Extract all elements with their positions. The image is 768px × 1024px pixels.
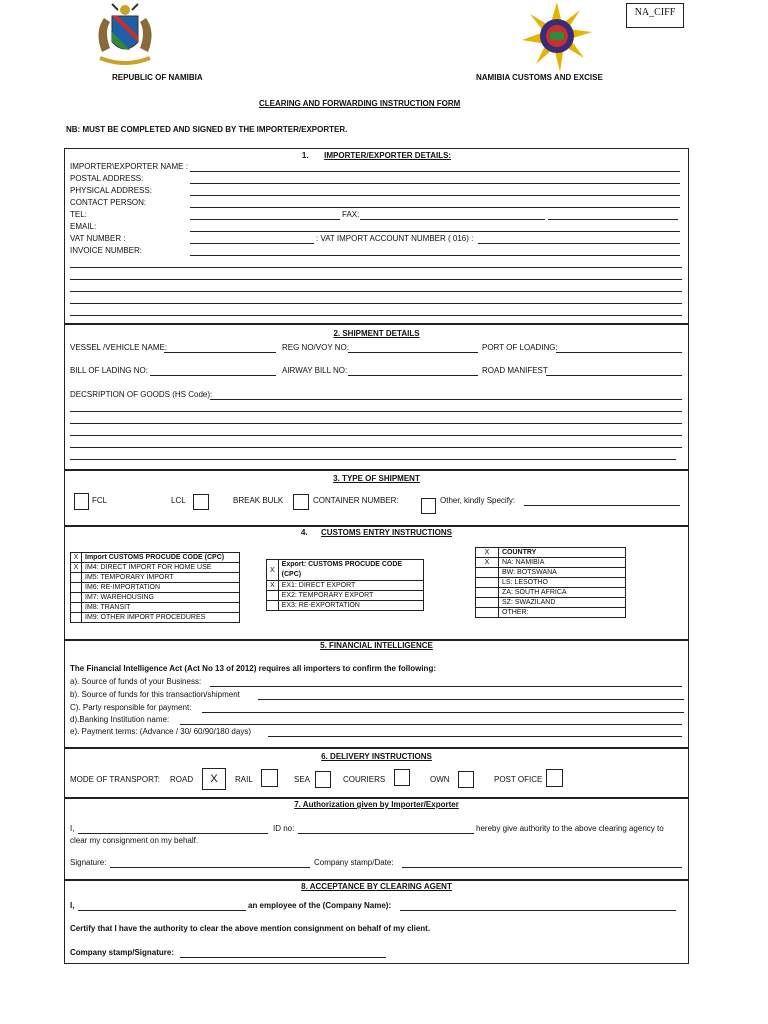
- port-of-loading-field[interactable]: [556, 352, 682, 353]
- sea-label: SEA: [294, 775, 311, 784]
- importer-notes-line-4[interactable]: [70, 303, 682, 304]
- country-other-label: OTHER:: [499, 608, 626, 618]
- company-stamp-date-label: Company stamp/Date:: [314, 858, 394, 867]
- party-responsible-field[interactable]: [202, 712, 684, 713]
- bill-of-lading-field[interactable]: [150, 375, 276, 376]
- fcl-label: FCL: [92, 496, 108, 505]
- section3-title: 3. TYPE OF SHIPMENT: [333, 474, 420, 483]
- road-label: ROAD: [170, 775, 194, 784]
- section5-title: 5. FINANCIAL INTELLIGENCE: [320, 641, 433, 650]
- im5-mark[interactable]: [71, 573, 82, 583]
- sea-checkbox[interactable]: [315, 771, 331, 788]
- airway-bill-label: AIRWAY BILL NO:: [282, 366, 348, 375]
- import-cpc-table: [70, 552, 240, 623]
- table-row: [476, 548, 626, 558]
- country-sz-mark[interactable]: [476, 598, 499, 608]
- fcl-checkbox[interactable]: [74, 493, 89, 510]
- ex1-mark[interactable]: X: [267, 581, 279, 591]
- other-specify-label: Other, kindly Specify:: [440, 496, 516, 505]
- im8-label: IM8: TRANSIT: [82, 603, 240, 613]
- contact-person-field[interactable]: [190, 207, 680, 208]
- form-code-box: NA_CIFF: [626, 3, 684, 28]
- table-row: [267, 601, 424, 611]
- importer-notes-line-3[interactable]: [70, 291, 682, 292]
- ex1-label: EX1: DIRECT EXPORT: [278, 581, 423, 591]
- customs-and-excise-emblem: [522, 2, 592, 72]
- postal-address-field[interactable]: [190, 183, 680, 184]
- physical-address-field[interactable]: [190, 195, 680, 196]
- other-specify-field[interactable]: [524, 505, 680, 506]
- section2-title: 2. SHIPMENT DETAILS: [333, 329, 420, 338]
- goods-line-2[interactable]: [70, 423, 682, 424]
- road-checkbox[interactable]: X: [202, 768, 226, 790]
- im7-label: IM7: WAREHOUSING: [82, 593, 240, 603]
- source-of-funds-transaction-label: b). Source of funds for this transaction/shipment: [70, 690, 240, 699]
- couriers-checkbox[interactable]: [394, 769, 410, 786]
- country-bw-label: BW: BOTSWANA: [499, 568, 626, 578]
- container-number-label: CONTAINER NUMBER:: [313, 496, 399, 505]
- table-row: [476, 608, 626, 618]
- road-manifest-label: ROAD MANIFEST: [482, 366, 548, 375]
- namibia-coat-of-arms-logo: [90, 2, 160, 68]
- vessel-name-label: VESSEL /VEHICLE NAME:: [70, 343, 168, 352]
- importer-name-label: IMPORTER\EXPORTER NAME :: [70, 162, 188, 171]
- lcl-checkbox[interactable]: [193, 494, 209, 510]
- rail-checkbox[interactable]: [261, 769, 278, 787]
- country-sz-label: SZ: SWAZILAND: [499, 598, 626, 608]
- fax-field[interactable]: [360, 219, 545, 220]
- signature-label: Signature:: [70, 858, 107, 867]
- table-row: [267, 591, 424, 601]
- financial-intelligence-intro: The Financial Intelligence Act (Act No 13 of 2012) requires all importers to confirm the following:: [70, 664, 436, 673]
- country-bw-mark[interactable]: [476, 568, 499, 578]
- email-label: EMAIL:: [70, 222, 97, 231]
- reg-voy-label: REG NO/VOY NO:: [282, 343, 349, 352]
- table-row: [476, 568, 626, 578]
- ex2-label: EX2: TEMPORARY EXPORT: [278, 591, 423, 601]
- agent-name-field[interactable]: [78, 910, 246, 911]
- bill-of-lading-label: BILL OF LADING NO:: [70, 366, 148, 375]
- mode-of-transport-label: MODE OF TRANSPORT:: [70, 775, 160, 784]
- completion-note: NB: MUST BE COMPLETED AND SIGNED BY THE IMPORTER/EXPORTER.: [66, 125, 348, 134]
- table-row: [476, 578, 626, 588]
- fax-label: FAX:: [342, 210, 360, 219]
- ex3-label: EX3: RE-EXPORTATION: [278, 601, 423, 611]
- post-office-checkbox[interactable]: [546, 769, 563, 787]
- couriers-label: COURIERS: [343, 775, 386, 784]
- other-checkbox[interactable]: [421, 498, 436, 514]
- tel-field[interactable]: [190, 219, 340, 220]
- source-of-funds-business-field[interactable]: [210, 686, 682, 687]
- im4-label: IM4: DIRECT IMPORT FOR HOME USE: [82, 563, 240, 573]
- country-table: [475, 547, 626, 618]
- reg-voy-field[interactable]: [348, 352, 478, 353]
- ex2-mark[interactable]: [267, 591, 279, 601]
- export-cpc-header: Export: CUSTOMS PROCUDE CODE (CPC): [278, 560, 423, 581]
- payment-terms-field[interactable]: [268, 736, 682, 737]
- table-row: [476, 588, 626, 598]
- importer-notes-line-5[interactable]: [70, 315, 682, 316]
- table-row: [71, 553, 240, 563]
- goods-description-label: DECSRIPTION OF GOODS (HS Code):: [70, 390, 213, 399]
- post-office-label: POST OFICE: [494, 775, 543, 784]
- goods-line-4[interactable]: [70, 447, 682, 448]
- table-row: [71, 583, 240, 593]
- rail-label: RAIL: [235, 775, 253, 784]
- country-header: COUNTRY: [499, 548, 626, 558]
- im6-mark[interactable]: [71, 583, 82, 593]
- export-cpc-table: [266, 559, 424, 611]
- section4-number: 4.: [301, 528, 308, 537]
- im6-label: IM6: RE-IMPORTATION: [82, 583, 240, 593]
- email-field[interactable]: [190, 231, 680, 232]
- table-row: [476, 598, 626, 608]
- vat-number-label: VAT NUMBER :: [70, 234, 126, 243]
- certify-statement: Certify that I have the authority to clear the above mention consignment on behalf of my client.: [70, 924, 431, 933]
- employee-of-company-label: an employee of the (Company Name):: [248, 901, 392, 910]
- import-cpc-header-mark[interactable]: X: [71, 553, 82, 563]
- table-row: [267, 581, 424, 591]
- id-no-field[interactable]: [298, 833, 474, 834]
- section1-header: [64, 151, 689, 161]
- company-stamp-date-field[interactable]: [402, 867, 682, 868]
- authority-text-line2: clear my consignment on my behalf.: [70, 836, 199, 845]
- im9-label: IM9: OTHER IMPORT PROCEDURES: [82, 613, 240, 623]
- authorization-name-field[interactable]: [78, 833, 268, 834]
- table-row: [476, 558, 626, 568]
- section7-title: 7. Authorization given by Importer/Exporter: [294, 800, 459, 809]
- goods-line-3[interactable]: [70, 435, 682, 436]
- importer-notes-line-1[interactable]: [70, 267, 682, 268]
- vat-import-account-field[interactable]: [478, 243, 680, 244]
- country-other-mark[interactable]: [476, 608, 499, 618]
- party-responsible-label: C). Party responsible for payment:: [70, 703, 192, 712]
- country-za-label: ZA: SOUTH AFRICA: [499, 588, 626, 598]
- im8-mark[interactable]: [71, 603, 82, 613]
- table-row: [71, 563, 240, 573]
- table-row: [71, 603, 240, 613]
- break-bulk-checkbox[interactable]: [293, 494, 309, 510]
- company-name-field[interactable]: [400, 910, 676, 911]
- physical-address-label: PHYSICAL ADDRESS:: [70, 186, 152, 195]
- im7-mark[interactable]: [71, 593, 82, 603]
- road-manifest-field[interactable]: [546, 375, 682, 376]
- country-ls-mark[interactable]: [476, 578, 499, 588]
- import-cpc-header: Import CUSTOMS PROCUDE CODE (CPC): [82, 553, 240, 563]
- goods-line-1[interactable]: [70, 411, 682, 412]
- vessel-name-field[interactable]: [164, 352, 276, 353]
- banking-institution-field[interactable]: [180, 724, 682, 725]
- contact-person-label: CONTACT PERSON:: [70, 198, 147, 207]
- fax-field-extra[interactable]: [548, 219, 678, 220]
- ex3-mark[interactable]: [267, 601, 279, 611]
- section8-title: 8. ACCEPTANCE BY CLEARING AGENT: [301, 882, 452, 891]
- table-row: [71, 593, 240, 603]
- country-ls-label: LS: LESOTHO: [499, 578, 626, 588]
- table-row: [71, 613, 240, 623]
- table-row: [71, 573, 240, 583]
- section1-title: IMPORTER/EXPORTER DETAILS:: [324, 151, 452, 160]
- postal-address-label: POSTAL ADDRESS:: [70, 174, 144, 183]
- im4-mark[interactable]: X: [71, 563, 82, 573]
- company-stamp-signature-field[interactable]: [180, 957, 386, 958]
- own-checkbox[interactable]: [458, 771, 474, 788]
- lcl-label: LCL: [171, 496, 186, 505]
- namibia-customs-caption: NAMIBIA CUSTOMS AND EXCISE: [476, 73, 603, 82]
- country-header-mark[interactable]: X: [476, 548, 499, 558]
- country-za-mark[interactable]: [476, 588, 499, 598]
- republic-of-namibia-caption: REPUBLIC OF NAMIBIA: [112, 73, 203, 82]
- importer-name-field[interactable]: [190, 171, 680, 172]
- vat-number-field[interactable]: [190, 243, 314, 244]
- id-no-label: ID no:: [273, 824, 295, 833]
- authority-text: hereby give authority to the above clearing agency to: [476, 824, 664, 833]
- source-of-funds-business-label: a). Source of funds of your Business:: [70, 677, 202, 686]
- im5-label: IM5: TEMPORARY IMPORT: [82, 573, 240, 583]
- goods-line-5[interactable]: [70, 459, 676, 460]
- agent-i-label: I,: [70, 901, 75, 910]
- company-stamp-signature-label: Company stamp/Signature:: [70, 948, 175, 957]
- export-cpc-header-mark[interactable]: X: [267, 560, 279, 581]
- authorization-i-label: I,: [70, 824, 75, 833]
- banking-institution-label: d).Banking Institution name:: [70, 715, 170, 724]
- port-of-loading-label: PORT OF LOADING:: [482, 343, 558, 352]
- airway-bill-field[interactable]: [348, 375, 478, 376]
- section6-title: 6. DELIVERY INSTRUCTIONS: [321, 752, 432, 761]
- tel-label: TEL:: [70, 210, 87, 219]
- im9-mark[interactable]: [71, 613, 82, 623]
- section4-header: [64, 528, 689, 538]
- invoice-number-field[interactable]: [190, 255, 680, 256]
- signature-field[interactable]: [110, 867, 310, 868]
- form-title: CLEARING AND FORWARDING INSTRUCTION FORM: [259, 99, 461, 108]
- table-row: [267, 560, 424, 581]
- invoice-number-label: INVOICE NUMBER:: [70, 246, 143, 255]
- vat-import-account-label: : VAT IMPORT ACCOUNT NUMBER ( 016) :: [316, 234, 474, 243]
- own-label: OWN: [430, 775, 450, 784]
- section1-number: 1.: [301, 151, 309, 160]
- country-na-mark[interactable]: X: [476, 558, 499, 568]
- importer-notes-line-2[interactable]: [70, 279, 682, 280]
- payment-terms-label: e). Payment terms: (Advance / 30/ 60/90/180 days): [70, 727, 251, 736]
- source-of-funds-transaction-field[interactable]: [258, 699, 684, 700]
- country-na-label: NA: NAMIBIA: [499, 558, 626, 568]
- goods-description-field[interactable]: [210, 399, 682, 400]
- break-bulk-label: BREAK BULK: [233, 496, 284, 505]
- section4-title: CUSTOMS ENTRY INSTRUCTIONS: [321, 528, 452, 537]
